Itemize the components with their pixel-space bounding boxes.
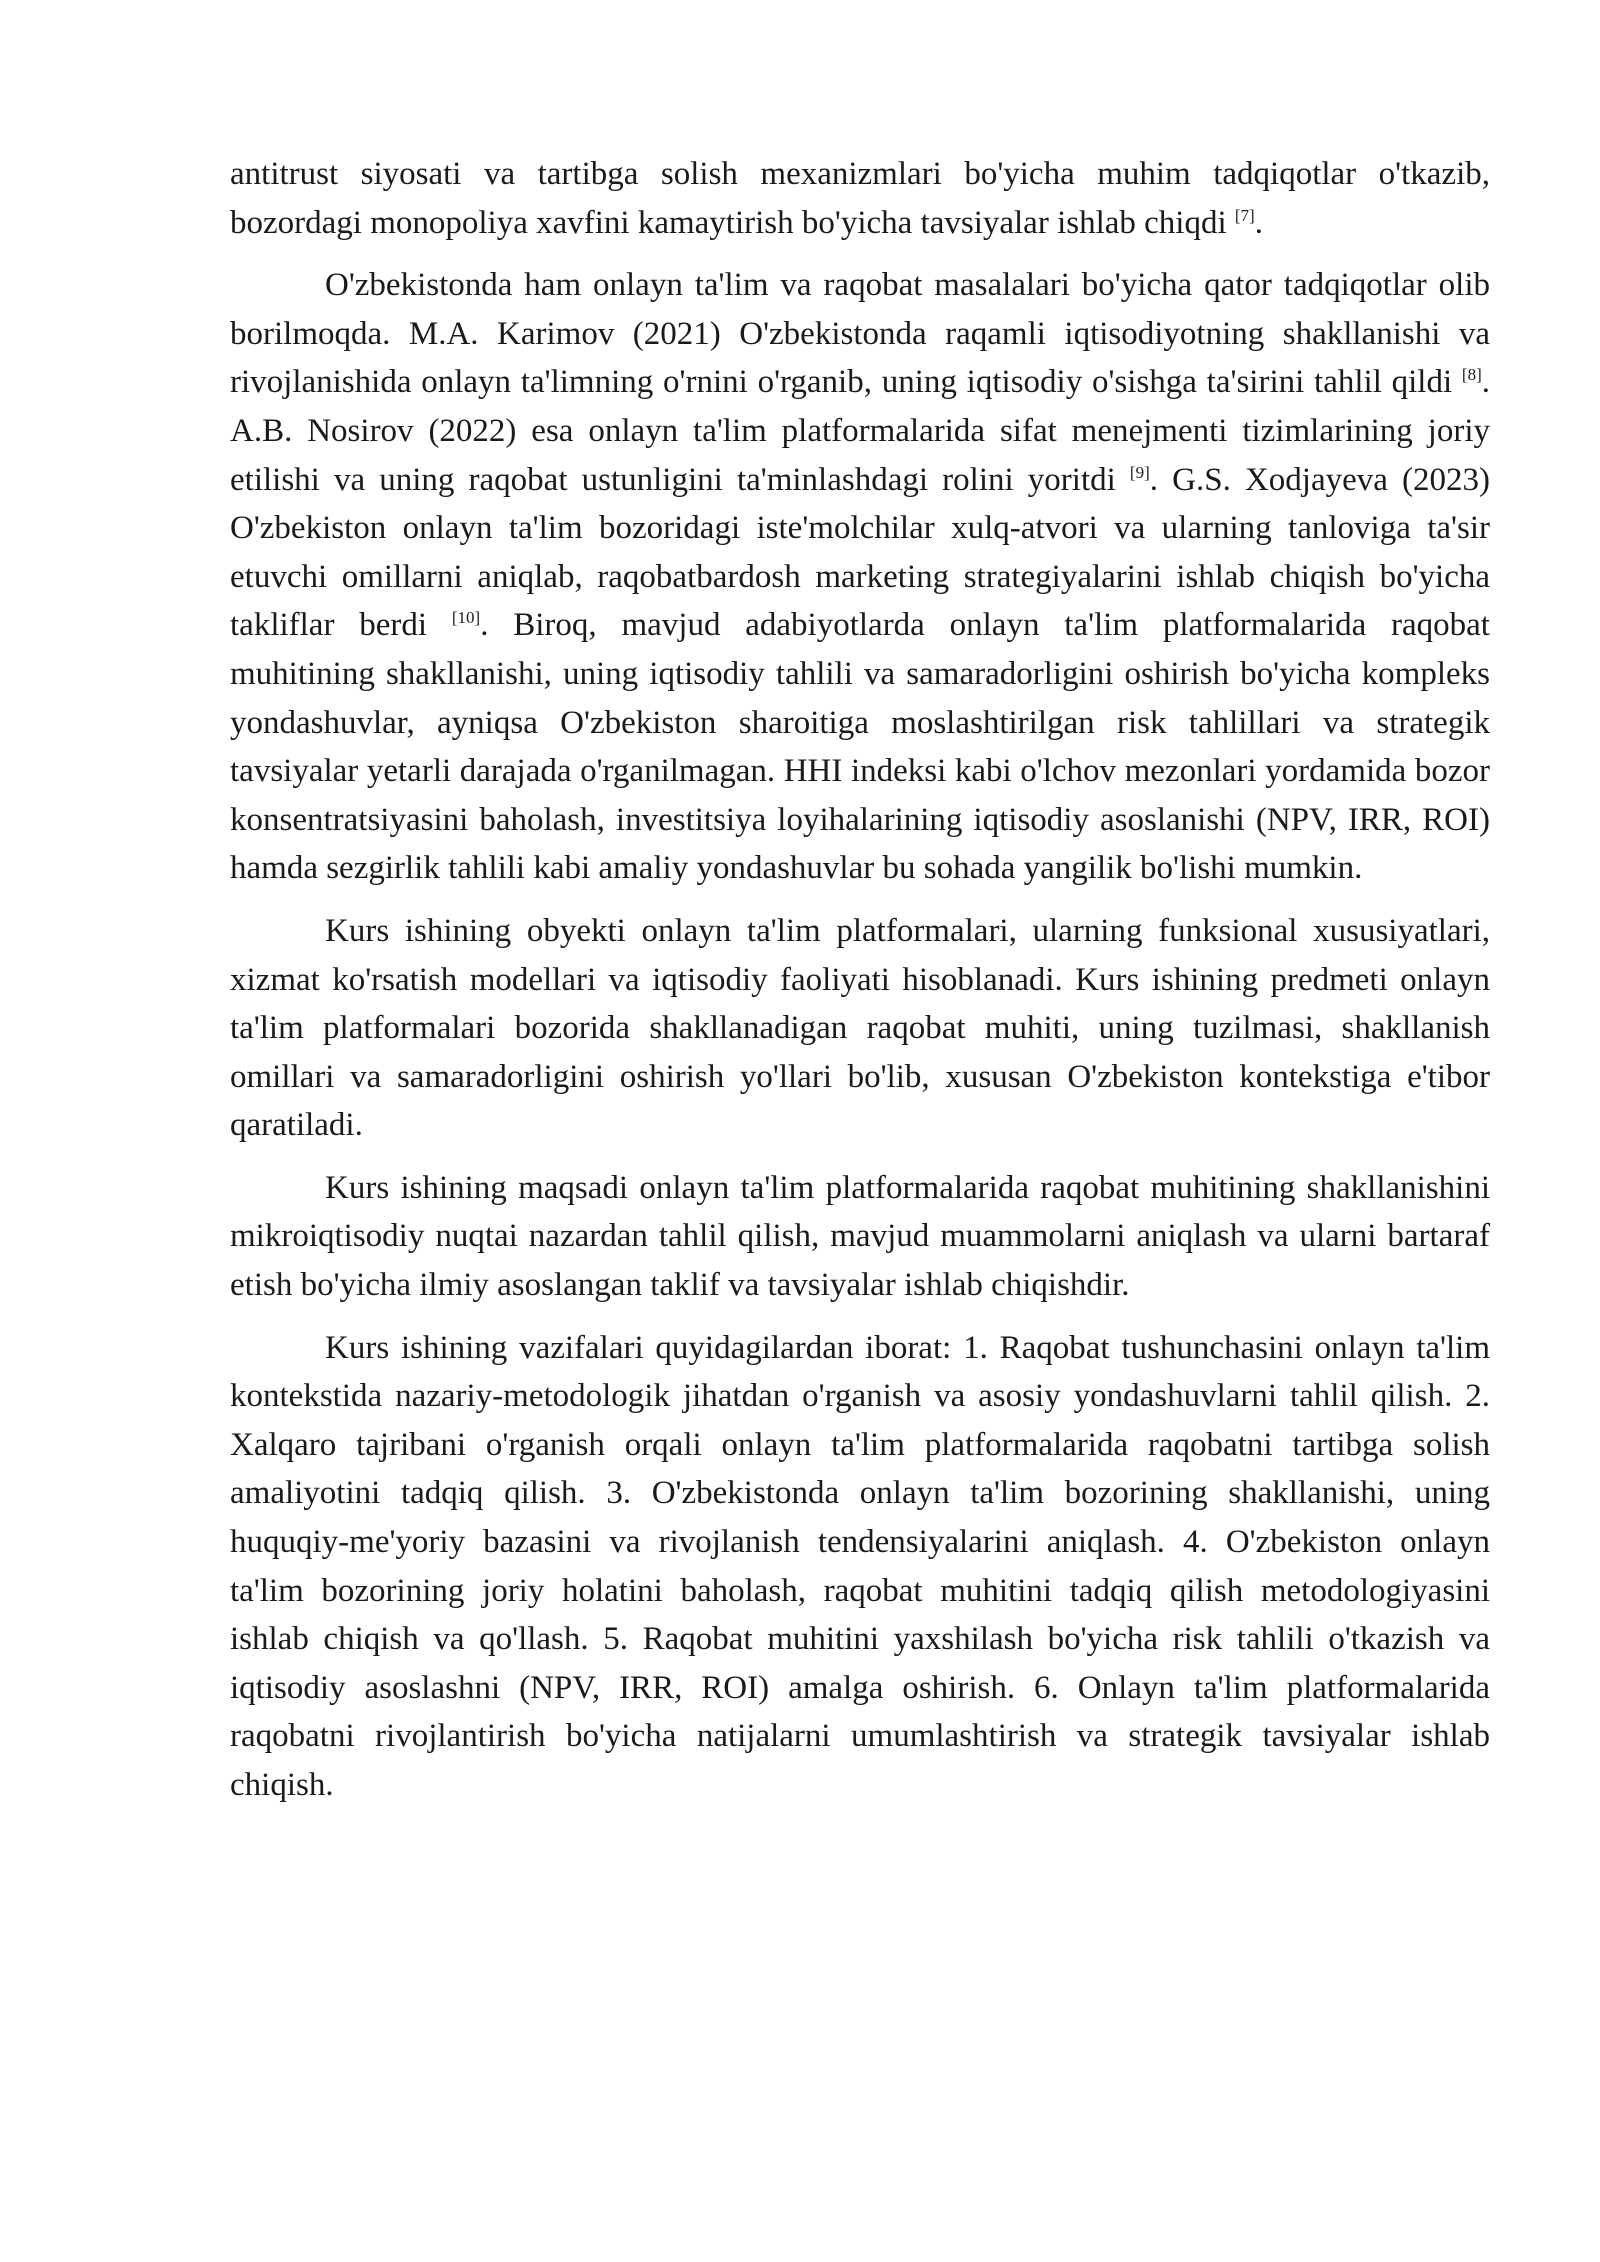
paragraph-tasks [230,1324,1490,1810]
citation-ref: [10] [451,608,481,628]
paragraph-text: . [1254,204,1263,241]
document-page [230,150,1490,1824]
paragraph-object-subject [230,907,1490,1150]
citation-ref: [8] [1461,365,1482,385]
paragraph-literature-review [230,261,1490,893]
citation-ref: [7] [1234,205,1255,225]
paragraph-text: Kurs ishining vazifalari quyidagilardan iborat: 1. Raqobat tushunchasini onlayn ta'lim kontekstida nazariy-metodologik jihatdan o'rganish va asosiy yondashuvlarni tahlil qilish. 2. Xalqaro tajribani o'rganish orqali onlayn ta'lim platformalarida raqobatni tartibga solish amaliyotini tadqiq qilish. 3. O'zbekistonda onlayn ta'lim bozorining shakllanishi, uning huquqiy-me'yoriy bazasini va rivojlanish tendensiyalarini aniqlash. 4. O'zbekiston onlayn ta'lim bozorining joriy holatini baholash, raqobat muhitini tadqiq qilish metodologiyasini ishlab chiqish va qo'llash. 5. Raqobat muhitini yaxshilash bo'yicha risk tahlili o'tkazish va iqtisodiy asoslashni (NPV, IRR, ROI) amalga oshirish. 6. Onlayn ta'lim platformalarida raqobatni rivojlantirish bo'yicha natijalarni umumlashtirish va strategik tavsiyalar ishlab chiqish. [230,1329,1490,1803]
paragraph-continuation [230,150,1490,247]
paragraph-text: . G.S. Xodjayeva (2023) O'zbekiston onlayn ta'lim bozoridagi iste'molchilar xulq-atvori va ularning tanloviga ta'sir etuvchi omillarni aniqlab, raqobatbardosh marketing strategiyalarini ishlab chiqish bo'yicha takliflar berdi [230,461,1491,644]
paragraph-text: Kurs ishining maqsadi onlayn ta'lim platformalarida raqobat muhitining shakllanishini mikroiqtisodiy nuqtai nazardan tahlil qilish, mavjud muammolarni aniqlash va ularni bartaraf etish bo'yicha ilmiy asoslangan taklif va tavsiyalar ishlab chiqishdir. [230,1169,1490,1304]
citation-ref: [9] [1129,462,1150,482]
paragraph-goal [230,1164,1490,1310]
paragraph-text: . Biroq, mavjud adabiyotlarda onlayn ta'lim platformalarida raqobat muhitining shakllanishi, uning iqtisodiy tahlili va samaradorligini oshirish bo'yicha kompleks yondashuvlar, ayniqsa O'zbekiston sharoitiga moslashtirilgan risk tahlillari va strategik tavsiyalar yetarli darajada o'rganilmagan. HHI indeksi kabi o'lchov mezonlari yordamida bozor konsentratsiyasini baholash, investitsiya loyihalarining iqtisodiy asoslanishi (NPV, IRR, ROI) hamda sezgirlik tahlili kabi amaliy yondashuvlar bu sohada yangilik bo'lishi mumkin. [230,607,1490,887]
paragraph-text: antitrust siyosati va tartibga solish mexanizmlari bo'yicha muhim tadqiqotlar o'tkazib, bozordagi monopoliya xavfini kamaytirish bo'yicha tavsiyalar ishlab chiqdi [230,156,1490,241]
paragraph-text: . A.B. Nosirov (2022) esa onlayn ta'lim platformalarida sifat menejmenti tizimlarining joriy etilishi va uning raqobat ustunligini ta'minlashdagi rolini yoritdi [230,364,1490,498]
paragraph-text: Kurs ishining obyekti onlayn ta'lim platformalari, ularning funksional xususiyatlari, xizmat ko'rsatish modellari va iqtisodiy faoliyati hisoblanadi. Kurs ishining predmeti onlayn ta'lim platformalari bozorida shakllanadigan raqobat muhiti, uning tuzilmasi, shakllanish omillari va samaradorligini oshirish yo'llari bo'lib, xususan O'zbekiston kontekstiga e'tibor qaratiladi. [230,912,1490,1144]
paragraph-text: O'zbekistonda ham onlayn ta'lim va raqobat masalalari bo'yicha qator tadqiqotlar olib borilmoqda. M.A. Karimov (2021) O'zbekistonda raqamli iqtisodiyotning shakllanishi va rivojlanishida onlayn ta'limning o'rnini o'rganib, uning iqtisodiy o'sishga ta'sirini tahlil qildi [230,267,1490,401]
